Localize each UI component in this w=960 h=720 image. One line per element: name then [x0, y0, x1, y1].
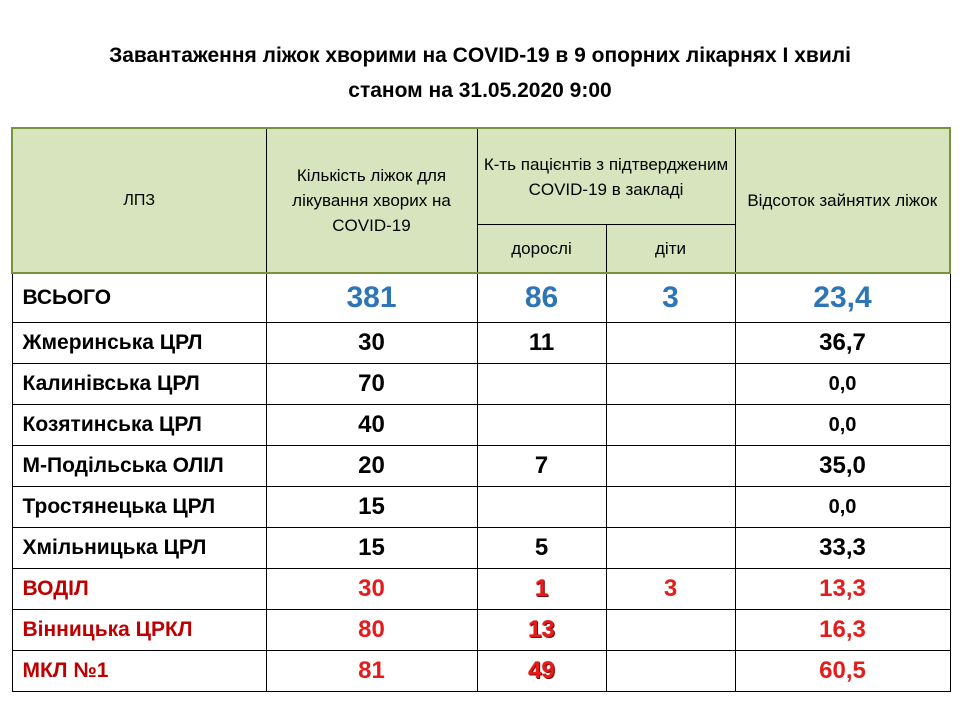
row-percent: 35,0: [735, 446, 950, 487]
row-percent: 23,4: [735, 273, 950, 323]
row-beds: 81: [266, 651, 477, 692]
row-adults: [477, 405, 606, 446]
row-children: [606, 528, 735, 569]
row-children: [606, 610, 735, 651]
row-adults: 11: [477, 323, 606, 364]
table-row: [12, 528, 950, 569]
row-beds: 80: [266, 610, 477, 651]
table-row: [12, 323, 950, 364]
row-name: ВСЬОГО: [12, 273, 266, 323]
row-adults: [477, 569, 606, 610]
row-adults: [477, 651, 606, 692]
title-line-2: станом на 31.05.2020 9:00: [348, 79, 612, 102]
header-lpz: ЛПЗ: [12, 128, 266, 273]
header-children: діти: [606, 225, 735, 274]
row-name: Хмільницька ЦРЛ: [12, 528, 266, 569]
table-row: [12, 405, 950, 446]
table-row: [12, 569, 950, 610]
row-name: Калинівська ЦРЛ: [12, 364, 266, 405]
row-children: [606, 323, 735, 364]
row-beds: 30: [266, 323, 477, 364]
row-percent: 36,7: [735, 323, 950, 364]
row-percent: 13,3: [735, 569, 950, 610]
row-adults: [477, 610, 606, 651]
row-beds: 381: [266, 273, 477, 323]
row-name: МКЛ №1: [12, 651, 266, 692]
row-name: ВОДІЛ: [12, 569, 266, 610]
header-adults: дорослі: [477, 225, 606, 274]
row-percent: 60,5: [735, 651, 950, 692]
table-row: [12, 610, 950, 651]
table-row: [12, 487, 950, 528]
header-percent: Відсоток зайнятих ліжок: [735, 128, 950, 273]
row-percent: 0,0: [735, 487, 950, 528]
table-row: [12, 446, 950, 487]
row-adults: 86: [477, 273, 606, 323]
row-percent: 33,3: [735, 528, 950, 569]
row-children: 3: [606, 273, 735, 323]
row-percent: 16,3: [735, 610, 950, 651]
title-line-1: Завантаження ліжок хворими на COVID-19 в 9 опорних лікарнях І хвилі: [109, 44, 851, 67]
row-adults-value: 49: [528, 657, 555, 684]
row-beds: 40: [266, 405, 477, 446]
row-beds: 70: [266, 364, 477, 405]
table-row: [12, 364, 950, 405]
bed-occupancy-table: [11, 127, 951, 692]
row-percent: 0,0: [735, 405, 950, 446]
row-beds: 30: [266, 569, 477, 610]
row-adults: 7: [477, 446, 606, 487]
row-name: М-Подільська ОЛІЛ: [12, 446, 266, 487]
row-name: Вінницька ЦРКЛ: [12, 610, 266, 651]
row-children: [606, 651, 735, 692]
row-children: [606, 487, 735, 528]
row-adults: [477, 487, 606, 528]
row-children: [606, 446, 735, 487]
row-name: Тростянецька ЦРЛ: [12, 487, 266, 528]
row-adults-value: 1: [534, 575, 549, 602]
table-row-total: [12, 273, 950, 323]
row-name: Козятинська ЦРЛ: [12, 405, 266, 446]
page-title: [0, 38, 960, 108]
header-patients: К-ть пацієнтів з підтвердженим COVID-19 в закладі: [477, 128, 735, 225]
row-adults: 5: [477, 528, 606, 569]
header-beds: Кількість ліжок для лікування хворих на COVID-19: [266, 128, 477, 273]
row-percent: 0,0: [735, 364, 950, 405]
row-beds: 15: [266, 528, 477, 569]
row-adults-value: 13: [528, 616, 555, 643]
row-children: [606, 405, 735, 446]
row-children: [606, 364, 735, 405]
table-row: [12, 651, 950, 692]
row-adults: [477, 364, 606, 405]
row-beds: 15: [266, 487, 477, 528]
row-beds: 20: [266, 446, 477, 487]
row-children: 3: [606, 569, 735, 610]
row-name: Жмеринська ЦРЛ: [12, 323, 266, 364]
